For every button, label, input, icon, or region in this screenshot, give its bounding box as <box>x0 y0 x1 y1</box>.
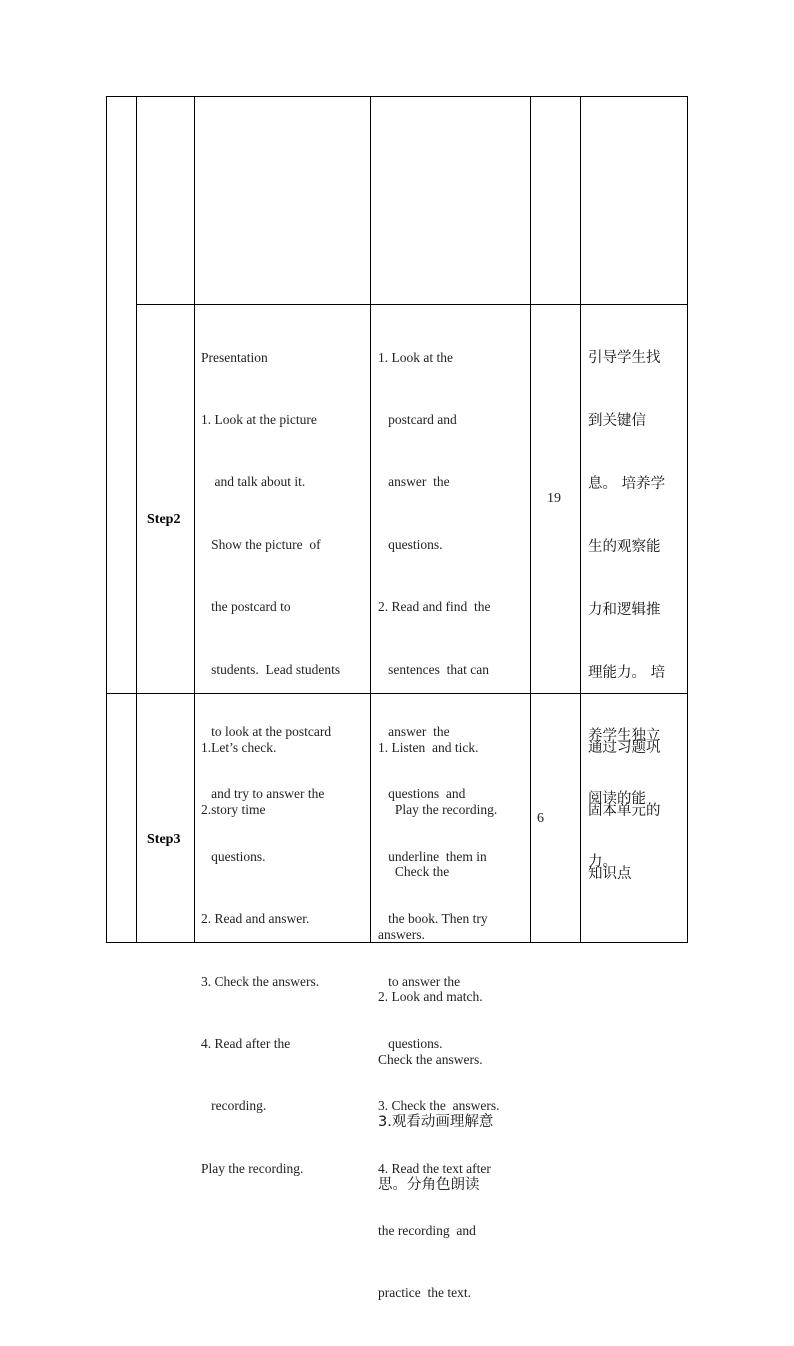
text-line: 2. Look and match. <box>378 989 483 1005</box>
text-line: Presentation <box>201 349 268 365</box>
text-line: 引导学生找 <box>588 350 661 366</box>
col-border-5 <box>580 96 581 943</box>
text-line: 息。 培养学 <box>588 476 666 492</box>
text-line: answer the <box>378 474 450 490</box>
text-line: Check the <box>378 864 450 880</box>
text-line: students. Lead students <box>201 661 341 677</box>
text-line: 知识点 <box>588 866 632 882</box>
text-line: answer the <box>378 723 450 739</box>
text-line: 阅读的能 <box>588 791 646 807</box>
text-line: 养学生独立 <box>588 728 661 744</box>
text-line: 3. Check the answers. <box>378 1098 500 1114</box>
col-border-4 <box>530 96 531 943</box>
text-line: questions. <box>378 1035 443 1051</box>
text-line: 2. Read and find the <box>378 599 491 615</box>
text-line: questions. <box>201 848 266 864</box>
text-line: recording. <box>201 1098 267 1114</box>
text-line: 1. Look at the picture <box>201 411 317 427</box>
text-line: 3. Check the answers. <box>201 973 320 989</box>
student-activity-step3 <box>378 696 500 1237</box>
col-border-2 <box>194 96 195 943</box>
text-line: 力。 <box>588 854 617 870</box>
step-label-step3: Step3 <box>147 832 181 847</box>
teacher-activity-step3 <box>201 696 276 862</box>
text-line: 通过习题巩 <box>588 740 661 756</box>
text-line: questions and <box>378 786 466 802</box>
text-line: sentences that can <box>378 661 489 677</box>
text-line: 1. Listen and tick. <box>378 739 479 755</box>
text-line: postcard and <box>378 411 457 427</box>
text-line: the book. Then try <box>378 911 488 927</box>
text-line: and talk about it. <box>201 474 306 490</box>
text-line: Play the recording. <box>201 1160 304 1176</box>
text-line: underline them in <box>378 848 487 864</box>
text-line: practice the text. <box>378 1285 471 1301</box>
text-line: the recording and <box>378 1223 476 1239</box>
text-line: the postcard to <box>201 599 291 615</box>
text-line: answers. <box>378 926 425 942</box>
text-line: 2. Read and answer. <box>201 911 310 927</box>
purpose-step3 <box>588 696 661 927</box>
text-line: 固本单元的 <box>588 803 661 819</box>
text-line: 理能力。 培 <box>588 665 666 681</box>
col-border-0 <box>106 96 107 943</box>
col-border-3 <box>370 96 371 943</box>
text-line: 思。分角色朗读 <box>378 1176 480 1193</box>
text-line: and try to answer the <box>201 786 325 802</box>
text-line: Check the answers. <box>378 1051 483 1067</box>
col-border-6 <box>687 96 688 943</box>
row-divider-step2 <box>136 304 688 305</box>
text-line: to look at the postcard <box>201 723 332 739</box>
text-line: 1. Look at the <box>378 349 453 365</box>
text-line: 生的观察能 <box>588 539 661 555</box>
text-line: 3.观看动画理解意 <box>378 1113 494 1130</box>
text-line: 到关键信 <box>588 413 646 429</box>
text-line: 4. Read the text after <box>378 1160 491 1176</box>
col-border-1 <box>136 96 137 943</box>
text-line: 4. Read after the <box>201 1035 291 1051</box>
text-line: Play the recording. <box>378 801 498 817</box>
text-line: Show the picture of <box>201 536 321 552</box>
minutes-step3: 6 <box>537 811 544 826</box>
text-line: questions. <box>378 536 443 552</box>
minutes-step2: 19 <box>547 491 561 506</box>
text-line: 2.story time <box>201 801 266 817</box>
text-line: to answer the <box>378 973 461 989</box>
step-label-step2: Step2 <box>147 512 181 527</box>
text-line: 1.Let’s check. <box>201 739 277 755</box>
text-line: 力和逻辑推 <box>588 602 661 618</box>
